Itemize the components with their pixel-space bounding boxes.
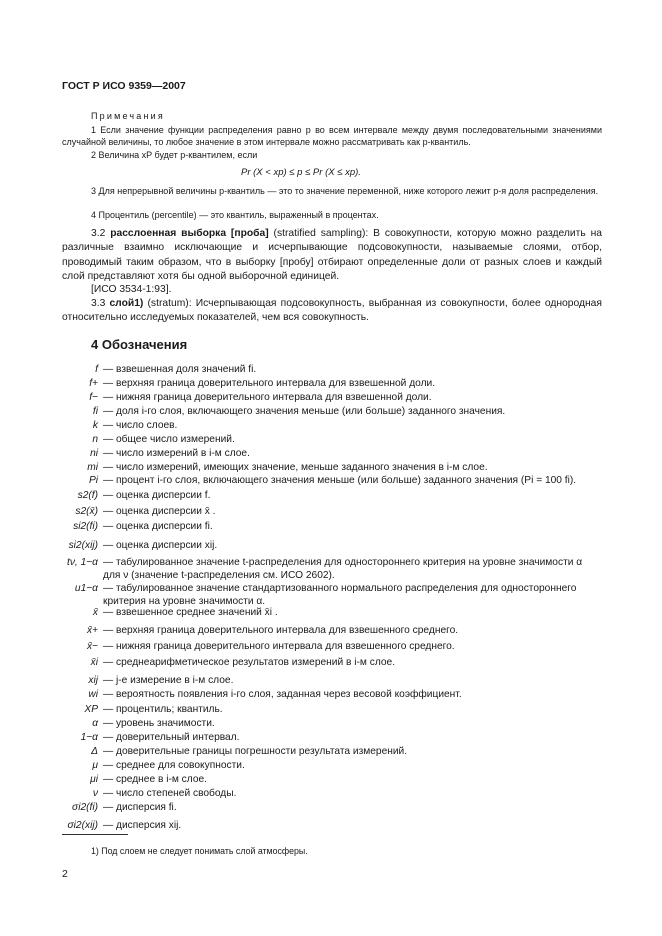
symbol: 1−α xyxy=(80,732,98,743)
symbol: μ xyxy=(92,760,98,771)
symbol-description: — число слоев. xyxy=(103,420,178,431)
symbol-description: — число измерений в i-м слое. xyxy=(103,448,250,459)
symbol: f− xyxy=(89,392,98,403)
symbol: α xyxy=(92,718,98,729)
symbol: μi xyxy=(90,774,98,785)
symbol: σi2(xij) xyxy=(67,820,98,831)
symbol: f+ xyxy=(89,378,98,389)
symbol: x̄+ xyxy=(86,625,98,636)
symbol-description: — дисперсия xij. xyxy=(103,820,182,831)
symbol-description: — среднее для совокупности. xyxy=(103,760,245,771)
symbol-description: — верхняя граница доверительного интервала для взвешенного среднего. xyxy=(103,625,459,636)
symbol: x̄− xyxy=(86,641,98,652)
symbol-description: — нижняя граница доверительного интервала для взвешенного среднего. xyxy=(103,641,455,652)
note-2: 2 Величина xP будет p-квантилем, если xyxy=(91,150,258,160)
symbol: x̄i xyxy=(90,657,98,668)
symbol: s2(x̄) xyxy=(75,506,98,517)
symbol-description: — доверительный интервал. xyxy=(103,732,240,743)
symbol: f xyxy=(95,364,98,375)
symbol: wi xyxy=(88,689,98,700)
symbol-description: — число измерений, имеющих значение, меньше заданного значения в i-м слое. xyxy=(103,462,488,473)
section-title: 4 Обозначения xyxy=(91,337,188,352)
symbol: ν xyxy=(92,788,98,799)
symbol-description: — процент i-го слоя, включающего значения меньше (или больше) заданного значения (Pi = 100 fi). xyxy=(103,475,577,486)
symbol: si2(fi) xyxy=(73,521,98,532)
note-1: 1 Если значение функции распределения равно p во всем интервале между двумя последовательными значениями случайной величины, то любое значение в этом интервале можно рассматривать как p-квантиль. xyxy=(62,125,602,148)
symbol: tν, 1−α xyxy=(66,557,98,568)
symbol-description: — доля i-го слоя, включающего значения меньше (или больше) заданного значения. xyxy=(103,406,506,417)
symbol: ni xyxy=(90,448,98,459)
symbol-description: — взвешенное среднее значений x̄i . xyxy=(103,607,278,618)
notes-title: Примечания xyxy=(91,111,165,121)
symbol-description: — j-е измерение в i-м слое. xyxy=(103,675,234,686)
symbol: fi xyxy=(92,406,98,417)
quantile-formula: Pr (X < xp) ≤ p ≤ Pr (X ≤ xp). xyxy=(241,167,361,178)
page-number: 2 xyxy=(62,868,68,880)
document-header: ГОСТ Р ИСО 9359—2007 xyxy=(62,80,186,92)
symbol-description: — оценка дисперсии x̄ . xyxy=(103,506,216,517)
symbol: XP xyxy=(84,704,98,715)
symbol-description: — оценка дисперсии xij. xyxy=(103,540,218,551)
symbol: mi xyxy=(87,462,98,473)
symbol: xij xyxy=(88,675,98,686)
symbol-description: — верхняя граница доверительного интервала для взвешенной доли. xyxy=(103,378,436,389)
symbol: s2(f) xyxy=(77,490,98,501)
symbol-description: — общее число измерений. xyxy=(103,434,235,445)
symbol-description: — табулированное значение стандартизованного нормального распределения для одностороннего критерия на уровне значимости α. xyxy=(103,583,577,607)
footnote: 1) Под слоем не следует понимать слой атмосферы. xyxy=(91,846,308,856)
footnote-divider xyxy=(62,834,128,835)
symbol: Pi xyxy=(88,475,98,486)
definition-3-2: 3.2 расслоенная выборка [проба] (stratified sampling): В совокупности, которую можно разделить на различные взаимно исключающие и исчерпывающие подсовокупности, называемые слоями, отбор, проводимый таким образом, что в выборку [пробу] отбирают определенные доли от разных слоев и каждый слой представляют хотя бы одной выборочной единицей. xyxy=(62,228,602,282)
symbol-description: — нижняя граница доверительного интервала для взвешенной доли. xyxy=(103,392,432,403)
symbol-description: — дисперсия fi. xyxy=(103,802,177,813)
symbol-description: — среднее в i-м слое. xyxy=(103,774,207,785)
note-4: 4 Процентиль (percentile) — это квантиль, выраженный в процентах. xyxy=(91,210,379,220)
symbol-description: — вероятность появления i-го слоя, заданная через весовой коэффициент. xyxy=(103,689,462,700)
symbol: si2(xij) xyxy=(68,540,98,551)
symbol-description: — число степеней свободы. xyxy=(103,788,237,799)
definition-3-2-reference: [ИСО 3534-1:93]. xyxy=(91,284,172,295)
symbol: Δ xyxy=(91,746,98,757)
symbol-description: — взвешенная доля значений fi. xyxy=(103,364,257,375)
symbol-description: — среднеарифметическое результатов измерений в i-м слое. xyxy=(103,657,396,668)
symbol: x̄ xyxy=(92,607,98,618)
symbol-description: — доверительные границы погрешности результата измерений. xyxy=(103,746,408,757)
symbol: σi2(fi) xyxy=(72,802,98,813)
note-3: 3 Для непрерывной величины p-квантиль — это то значение переменной, ниже которого лежит p-я доля распределения. xyxy=(91,186,599,196)
definition-3-3: 3.3 слой1) (stratum): Исчерпывающая подсовокупность, выбранная из совокупности, более однородная относительно исследуемых показателей, чем вся совокупность. xyxy=(62,298,602,324)
symbol-description: — процентиль; квантиль. xyxy=(103,704,223,715)
symbol-description: — оценка дисперсии f. xyxy=(103,490,211,501)
symbol: n xyxy=(92,434,98,445)
symbol: k xyxy=(92,420,98,431)
symbol-description: — табулированное значение t-распределения для одностороннего критерия на уровне значимости α для ν (значение t-распределения см. ИСО 2602). xyxy=(103,557,583,581)
symbol-description: — уровень значимости. xyxy=(103,718,215,729)
symbol-description: — оценка дисперсии fi. xyxy=(103,521,213,532)
symbol: u1−α xyxy=(74,583,98,594)
